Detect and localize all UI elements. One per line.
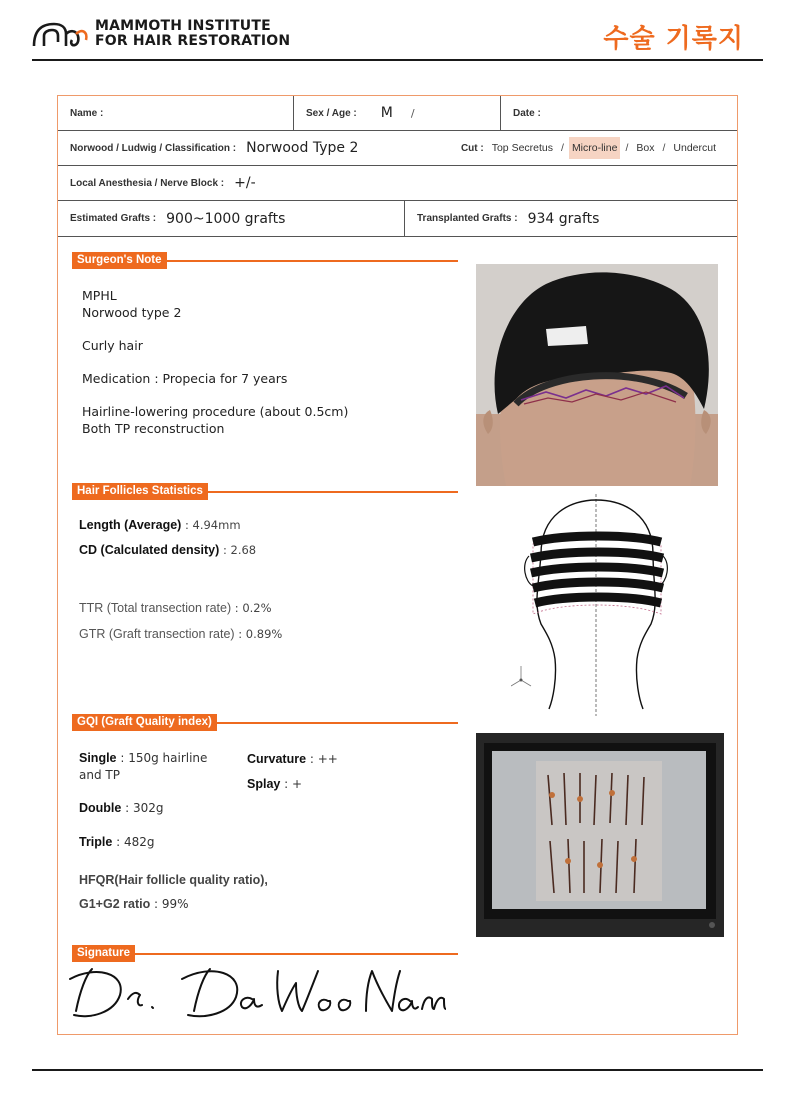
gqi-single-value: : 150g hairline [116, 751, 208, 765]
stat-length-value: : 4.94mm [181, 518, 241, 532]
transplanted-grafts-label: Transplanted Grafts : [417, 213, 518, 224]
org-name-line2: FOR HAIR RESTORATION [95, 33, 291, 49]
cut-options [461, 131, 719, 165]
estimated-grafts-value: 900~1000 grafts [166, 210, 286, 227]
classification-label: Norwood / Ludwig / Classification : [70, 142, 237, 154]
gqi-single [79, 750, 239, 784]
gqi-title: GQI (Graft Quality index) [72, 714, 217, 731]
stat-ttr-value: : 0.2% [231, 601, 272, 615]
note-line: Medication : Propecia for 7 years [82, 371, 288, 386]
document-title: 수술 기록지 [603, 24, 744, 54]
gqi-triple-label: Triple [79, 835, 113, 849]
gqi-curvature [247, 751, 338, 768]
anesthesia-cell[interactable] [58, 166, 737, 200]
page-header [0, 0, 794, 62]
signature-header [72, 945, 458, 962]
gqi-triple [79, 834, 155, 851]
stat-gtr [79, 627, 282, 641]
info-row-grafts [58, 201, 737, 237]
cut-option-top-secretus[interactable]: Top Secretus [491, 142, 554, 154]
age-separator: / [410, 106, 415, 120]
cut-label: Cut : [460, 142, 484, 154]
classification-cell[interactable] [58, 131, 737, 165]
sex-age-label: Sex / Age : [306, 107, 357, 119]
surgeons-note-title: Surgeon's Note [72, 252, 167, 269]
date-label: Date : [513, 107, 541, 119]
cut-separator: / [561, 142, 564, 154]
note-line: Norwood type 2 [82, 305, 182, 320]
date-cell[interactable] [500, 96, 737, 130]
gqi-double-value: : 302g [121, 801, 164, 815]
mammoth-logo-icon [32, 18, 90, 50]
name-cell[interactable] [58, 96, 293, 130]
gqi-hfqr [79, 872, 268, 889]
cut-separator: / [625, 142, 629, 154]
estimated-grafts-cell[interactable] [58, 201, 404, 236]
cut-option-micro-line[interactable]: Micro-line [569, 137, 621, 159]
anesthesia-label: Local Anesthesia / Nerve Block : [70, 177, 225, 189]
gqi-hfqr-label: HFQR(Hair follicle quality ratio), [79, 873, 268, 887]
sex-value: M [380, 105, 393, 121]
gqi-single-label: Single [79, 751, 117, 765]
stat-ttr [79, 601, 272, 615]
gqi-header [72, 714, 458, 731]
org-name-line1: MAMMOTH INSTITUTE [95, 18, 271, 34]
footer-divider [32, 1069, 763, 1071]
transplanted-grafts-value: 934 grafts [527, 210, 600, 227]
gqi-double-label: Double [79, 801, 122, 815]
stat-cd [79, 543, 256, 557]
stat-gtr-value: : 0.89% [234, 627, 283, 641]
cut-option-box[interactable]: Box [636, 142, 655, 154]
follicle-stats-title: Hair Follicles Statistics [72, 483, 208, 500]
signature-title: Signature [72, 945, 135, 962]
gqi-splay-label: Splay [247, 777, 281, 791]
gqi-curvature-label: Curvature [247, 752, 307, 766]
hairline-photo [476, 264, 718, 486]
surgery-record-form [57, 95, 738, 1035]
header-divider [32, 59, 763, 61]
note-line: Curly hair [82, 338, 143, 353]
gqi-single-value-line2: and TP [79, 768, 120, 782]
gqi-ratio [79, 896, 189, 913]
org-name [95, 19, 290, 49]
transplanted-grafts-cell[interactable] [404, 201, 737, 236]
stat-length [79, 518, 241, 532]
stat-length-label: Length (Average) [79, 518, 182, 532]
donor-area-diagram [511, 494, 691, 716]
gqi-triple-value: : 482g [112, 835, 155, 849]
gqi-splay [247, 776, 302, 793]
doctor-signature[interactable] [66, 961, 446, 1029]
info-row-classification [58, 131, 737, 166]
cut-option-undercut[interactable]: Undercut [673, 142, 716, 154]
graft-microscope-photo [476, 733, 724, 937]
stat-cd-label: CD (Calculated density) [79, 543, 220, 557]
sex-age-cell[interactable] [293, 96, 500, 130]
surgeons-note-body [82, 287, 348, 437]
gqi-double [79, 800, 164, 817]
anesthesia-value: +/- [234, 175, 256, 191]
cut-separator: / [662, 142, 666, 154]
estimated-grafts-label: Estimated Grafts : [70, 213, 157, 224]
note-line: Both TP reconstruction [82, 421, 225, 436]
follicle-stats-header [72, 483, 458, 500]
note-line: MPHL [82, 288, 117, 303]
name-label: Name : [70, 107, 104, 119]
gqi-curvature-value: : ++ [306, 752, 338, 766]
gqi-ratio-value: : 99% [150, 897, 189, 911]
info-row-name [58, 96, 737, 131]
gqi-ratio-label: G1+G2 ratio [79, 897, 151, 911]
note-line: Hairline-lowering procedure (about 0.5cm) [82, 404, 349, 419]
surgeons-note-header [72, 252, 458, 269]
classification-value: Norwood Type 2 [246, 140, 359, 156]
stat-ttr-label: TTR (Total transection rate) [79, 601, 232, 615]
gqi-splay-value: : + [280, 777, 303, 791]
stat-gtr-label: GTR (Graft transection rate) [79, 627, 235, 641]
info-row-anesthesia [58, 166, 737, 201]
stat-cd-value: : 2.68 [219, 543, 257, 557]
